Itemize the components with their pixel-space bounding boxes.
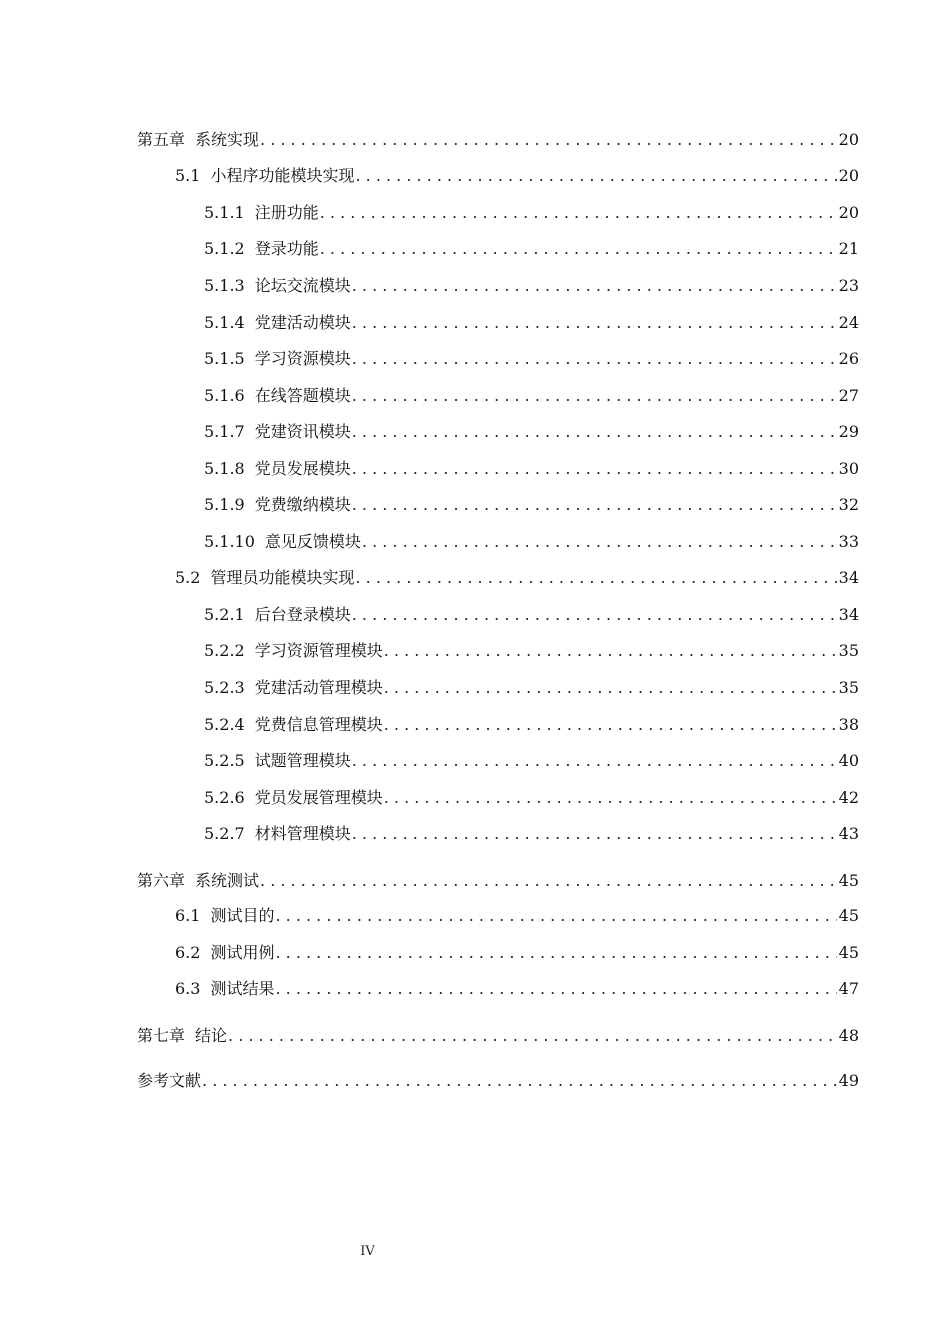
toc-dot-leader	[352, 349, 837, 369]
toc-dot-leader	[260, 130, 837, 150]
toc-entry-number: 5.2.2	[204, 641, 245, 660]
toc-dot-leader	[275, 979, 836, 999]
toc-entry-title: 注册功能	[254, 203, 319, 222]
toc-dot-leader	[228, 1026, 837, 1046]
toc-dot-leader	[352, 386, 837, 406]
toc-entry-title: 小程序功能模块实现	[210, 166, 355, 185]
toc-entry-page: 26	[838, 349, 859, 368]
toc-entry-5-1-7[interactable]	[204, 422, 859, 442]
toc-entry-title: 系统实现	[195, 130, 260, 149]
toc-entry-page: 45	[838, 943, 859, 962]
toc-entry-number: 5.1.10	[204, 532, 255, 551]
toc-dot-leader	[352, 824, 837, 844]
toc-dot-leader	[260, 871, 837, 891]
toc-entry-page: 47	[838, 979, 859, 998]
toc-entry-page: 20	[838, 130, 859, 149]
toc-entry-number: 5.1.6	[204, 386, 245, 405]
toc-entry-title: 学习资源模块	[254, 349, 351, 368]
toc-entry-number: 6.3	[175, 979, 201, 998]
toc-entry-5-2-5[interactable]	[204, 751, 859, 771]
toc-entry-title: 意见反馈模块	[264, 532, 361, 551]
toc-dot-leader	[275, 943, 836, 963]
toc-entry-page: 48	[838, 1026, 859, 1045]
toc-dot-leader	[320, 239, 837, 259]
toc-entry-title: 后台登录模块	[254, 605, 351, 624]
toc-entry-number: 5.2.5	[204, 751, 245, 770]
toc-entry-number: 第七章	[137, 1026, 186, 1045]
toc-entry-number: 6.1	[175, 906, 201, 925]
toc-entry-title: 党建活动模块	[254, 313, 351, 332]
toc-entry-5-1-10[interactable]	[204, 532, 859, 552]
toc-entry-6-3[interactable]	[175, 979, 859, 999]
toc-entry-5-2-7[interactable]	[204, 824, 859, 844]
toc-entry-title: 管理员功能模块实现	[210, 568, 355, 587]
toc-entry-number: 5.1.4	[204, 313, 245, 332]
toc-dot-leader	[352, 751, 837, 771]
toc-entry-title: 党员发展模块	[254, 459, 351, 478]
toc-entry-title: 党费缴纳模块	[254, 495, 351, 514]
toc-entry-5-1-1[interactable]	[204, 203, 859, 223]
toc-entry-references[interactable]	[137, 1071, 859, 1091]
toc-entry-5-2-4[interactable]	[204, 715, 859, 735]
toc-dot-leader	[384, 678, 837, 698]
toc-entry-page: 20	[838, 203, 859, 222]
toc-entry-5-2-3[interactable]	[204, 678, 859, 698]
toc-entry-title: 测试用例	[210, 943, 275, 962]
toc-entry-page: 40	[838, 751, 859, 770]
toc-dot-leader	[202, 1071, 837, 1091]
toc-entry-number: 5.2.1	[204, 605, 245, 624]
toc-dot-leader	[352, 605, 837, 625]
toc-entry-title: 测试目的	[210, 906, 275, 925]
toc-entry-5-1-4[interactable]	[204, 313, 859, 333]
toc-entry-chapter-7[interactable]	[137, 1026, 859, 1046]
toc-entry-6-2[interactable]	[175, 943, 859, 963]
toc-entry-page: 45	[838, 906, 859, 925]
toc-entry-title: 登录功能	[254, 239, 319, 258]
toc-entry-5-2-1[interactable]	[204, 605, 859, 625]
toc-entry-page: 30	[838, 459, 859, 478]
toc-entry-page: 24	[838, 313, 859, 332]
toc-entry-5-1-5[interactable]	[204, 349, 859, 369]
toc-entry-5-2-6[interactable]	[204, 788, 859, 808]
toc-dot-leader	[355, 568, 836, 588]
toc-dot-leader	[275, 906, 836, 926]
toc-dot-leader	[352, 495, 837, 515]
toc-entry-page: 42	[838, 788, 859, 807]
toc-entry-page: 43	[838, 824, 859, 843]
toc-entry-number: 5.1.8	[204, 459, 245, 478]
toc-dot-leader	[384, 788, 837, 808]
toc-entry-page: 23	[838, 276, 859, 295]
toc-dot-leader	[384, 641, 837, 661]
toc-entry-page: 27	[838, 386, 859, 405]
toc-entry-number: 5.1.7	[204, 422, 245, 441]
toc-entry-5-2-2[interactable]	[204, 641, 859, 661]
toc-entry-number: 5.1.9	[204, 495, 245, 514]
toc-entry-number: 5.2.4	[204, 715, 245, 734]
toc-dot-leader	[362, 532, 837, 552]
toc-dot-leader	[355, 166, 836, 186]
toc-entry-5-1-3[interactable]	[204, 276, 859, 296]
toc-entry-number: 5.2.3	[204, 678, 245, 697]
toc-dot-leader	[320, 203, 837, 223]
toc-entry-title: 结论	[195, 1026, 228, 1045]
toc-entry-number: 6.2	[175, 943, 201, 962]
toc-entry-page: 34	[838, 568, 859, 587]
toc-entry-title: 系统测试	[195, 871, 260, 890]
toc-entry-page: 33	[838, 532, 859, 551]
toc-entry-title: 论坛交流模块	[254, 276, 351, 295]
toc-entry-6-1[interactable]	[175, 906, 859, 926]
toc-entry-page: 32	[838, 495, 859, 514]
toc-entry-page: 29	[838, 422, 859, 441]
toc-entry-5-1[interactable]	[175, 166, 859, 186]
toc-dot-leader	[352, 313, 837, 333]
toc-entry-number: 5.1.2	[204, 239, 245, 258]
toc-entry-page: 49	[838, 1071, 859, 1090]
toc-entry-5-1-2[interactable]	[204, 239, 859, 259]
toc-entry-page: 21	[838, 239, 859, 258]
toc-entry-5-1-6[interactable]	[204, 386, 859, 406]
toc-dot-leader	[352, 276, 837, 296]
toc-dot-leader	[352, 459, 837, 479]
toc-entry-page: 38	[838, 715, 859, 734]
toc-entry-number: 第六章	[137, 871, 186, 890]
toc-entry-page: 34	[838, 605, 859, 624]
toc-entry-chapter-5[interactable]	[137, 130, 859, 150]
toc-entry-5-1-8[interactable]	[204, 459, 859, 479]
toc-entry-title: 测试结果	[210, 979, 275, 998]
toc-entry-page: 20	[838, 166, 859, 185]
toc-entry-title: 材料管理模块	[254, 824, 351, 843]
toc-entry-title: 党员发展管理模块	[254, 788, 383, 807]
page-number: IV	[360, 1244, 375, 1259]
toc-entry-title: 在线答题模块	[254, 386, 351, 405]
toc-entry-page: 35	[838, 678, 859, 697]
toc-entry-title: 党建资讯模块	[254, 422, 351, 441]
toc-entry-5-2[interactable]	[175, 568, 859, 588]
toc-entry-number: 5.1.5	[204, 349, 245, 368]
toc-entry-title: 学习资源管理模块	[254, 641, 383, 660]
toc-entry-page: 35	[838, 641, 859, 660]
toc-entry-number: 5.1.1	[204, 203, 245, 222]
toc-entry-title: 党费信息管理模块	[254, 715, 383, 734]
toc-dot-leader	[384, 715, 837, 735]
toc-entry-number: 5.1	[175, 166, 201, 185]
toc-entry-title: 参考文献	[137, 1071, 202, 1090]
toc-entry-chapter-6[interactable]	[137, 871, 859, 891]
toc-entry-number: 第五章	[137, 130, 186, 149]
toc-entry-page: 45	[838, 871, 859, 890]
toc-dot-leader	[352, 422, 837, 442]
toc-entry-number: 5.2	[175, 568, 201, 587]
toc-entry-title: 试题管理模块	[254, 751, 351, 770]
toc-entry-number: 5.2.6	[204, 788, 245, 807]
toc-entry-title: 党建活动管理模块	[254, 678, 383, 697]
toc-entry-5-1-9[interactable]	[204, 495, 859, 515]
toc-entry-number: 5.1.3	[204, 276, 245, 295]
toc-entry-number: 5.2.7	[204, 824, 245, 843]
